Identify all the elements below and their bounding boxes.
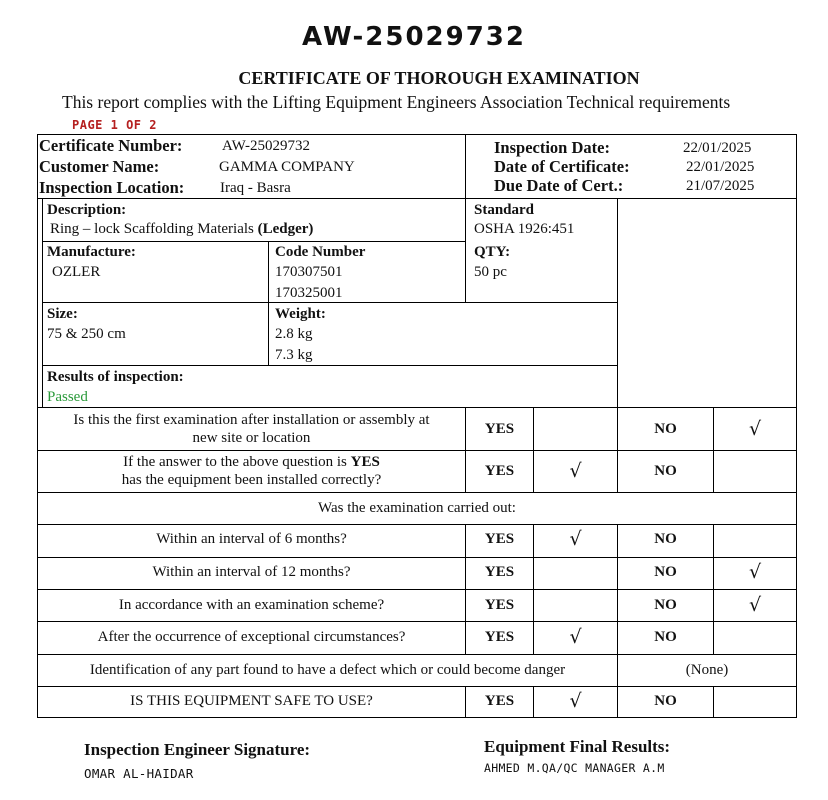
q2-yes-check-icon: √	[569, 460, 582, 482]
page-indicator: PAGE 1 OF 2	[72, 118, 157, 132]
question-examination-scheme: In accordance with an examination scheme?	[118, 597, 385, 613]
standard-label: Standard	[474, 202, 535, 218]
results-label: Results of inspection:	[47, 369, 184, 385]
final-results-label: Equipment Final Results:	[484, 737, 671, 756]
final-results-name: AHMED M.QA/QC MANAGER A.M	[484, 761, 665, 775]
inspection-date-value: 22/01/2025	[683, 140, 752, 156]
question-first-examination: Is this the first examination after installation or assembly at new site or location	[73, 412, 430, 446]
due-date-value: 21/07/2025	[686, 178, 755, 194]
q5-yes-label: YES	[484, 597, 515, 613]
question-12-months: Within an interval of 12 months?	[152, 564, 351, 580]
q1-no-check-icon: √	[748, 418, 762, 440]
q3-no-label: NO	[654, 531, 677, 547]
q1-yes-label: YES	[484, 421, 515, 437]
question-safe-to-use: IS THIS EQUIPMENT SAFE TO USE?	[130, 693, 373, 709]
q3-yes-check-icon: √	[569, 528, 582, 550]
q2-no-label: NO	[654, 463, 677, 479]
q6-no-label: NO	[654, 629, 677, 645]
cert-number-label: Certificate Number:	[39, 136, 183, 155]
document-title: CERTIFICATE OF THOROUGH EXAMINATION	[238, 68, 640, 88]
standard-value: OSHA 1926:451	[474, 221, 575, 237]
q8-no-label: NO	[654, 693, 677, 709]
size-value: 75 & 250 cm	[47, 326, 126, 342]
q6-yes-label: YES	[484, 629, 515, 645]
certificate-date-value: 22/01/2025	[686, 159, 755, 175]
question-installed-correctly: If the answer to the above question is YES has the equipment been installed correctly?	[121, 454, 382, 488]
weight-label: Weight:	[275, 306, 326, 322]
q3-yes-label: YES	[484, 531, 515, 547]
customer-label: Customer Name:	[39, 157, 160, 176]
q4-no-check-icon: √	[748, 561, 762, 583]
certificate-date-label: Date of Certificate:	[494, 157, 630, 176]
size-label: Size:	[47, 306, 78, 322]
examination-section-heading: Was the examination carried out:	[318, 500, 516, 516]
qty-label: QTY:	[474, 244, 511, 260]
manufacture-label: Manufacture:	[47, 244, 136, 260]
description-value: Ring – lock Scaffolding Materials (Ledger)	[50, 221, 314, 237]
q4-no-label: NO	[654, 564, 677, 580]
weight-value-1: 2.8 kg	[275, 326, 313, 342]
q8-yes-check-icon: √	[569, 690, 582, 712]
q5-no-label: NO	[654, 597, 677, 613]
due-date-label: Due Date of Cert.:	[494, 176, 624, 195]
q4-yes-label: YES	[484, 564, 515, 580]
q8-yes-label: YES	[484, 693, 515, 709]
description-label: Description:	[47, 202, 127, 218]
document-subtitle: This report complies with the Lifting Equipment Engineers Association Technical requirements	[62, 92, 731, 112]
customer-value: GAMMA COMPANY	[219, 159, 355, 175]
location-label: Inspection Location:	[39, 178, 185, 197]
question-exceptional-circumstances: After the occurrence of exceptional circumstances?	[97, 629, 406, 645]
engineer-signature-label: Inspection Engineer Signature:	[84, 740, 311, 759]
q5-no-check-icon: √	[748, 594, 762, 616]
certificate-id-heading: AW-25029732	[302, 22, 526, 52]
cert-number-value: AW-25029732	[222, 138, 310, 154]
code-number-1: 170307501	[275, 264, 343, 280]
inspection-date-label: Inspection Date:	[494, 138, 610, 157]
q6-yes-check-icon: √	[569, 626, 582, 648]
q2-yes-label: YES	[484, 463, 515, 479]
code-number-label: Code Number	[275, 244, 366, 260]
engineer-name: OMAR AL-HAIDAR	[84, 766, 194, 781]
code-number-2: 170325001	[275, 285, 343, 301]
question-6-months: Within an interval of 6 months?	[156, 531, 347, 547]
manufacture-value: OZLER	[52, 264, 101, 280]
q1-no-label: NO	[654, 421, 677, 437]
qty-value: 50 pc	[474, 264, 507, 280]
question-defect-identification: Identification of any part found to have a defect which or could become danger	[89, 662, 566, 678]
defect-answer: (None)	[685, 662, 729, 678]
results-value: Passed	[47, 389, 88, 405]
location-value: Iraq - Basra	[220, 180, 291, 196]
weight-value-2: 7.3 kg	[275, 347, 313, 363]
